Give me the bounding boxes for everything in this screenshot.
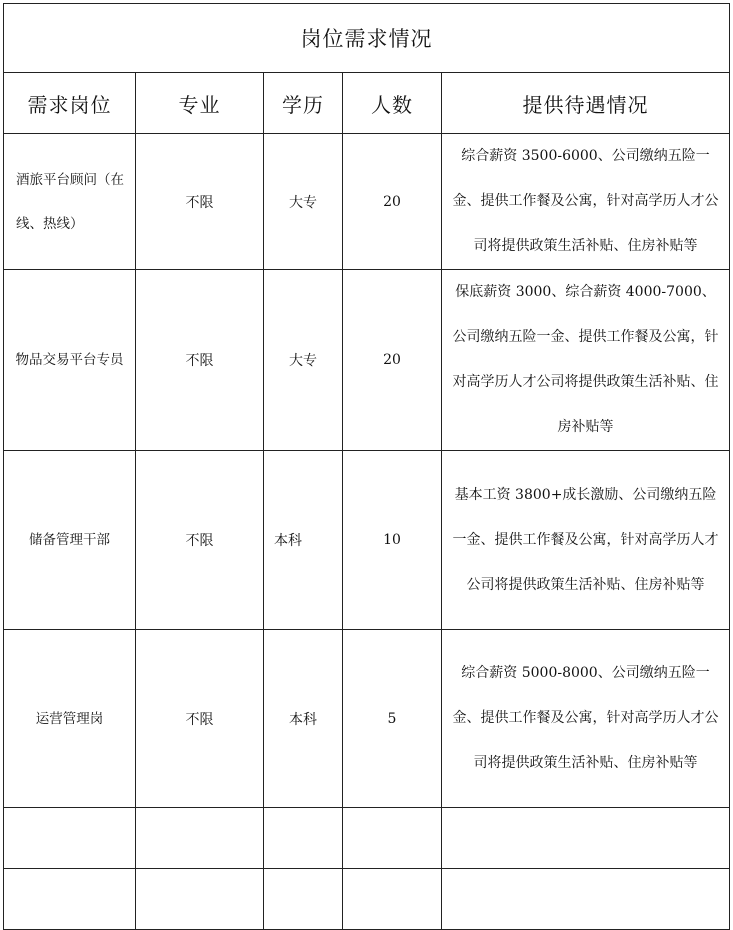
empty-cell xyxy=(4,808,136,869)
header-major: 专业 xyxy=(136,73,264,134)
empty-cell xyxy=(264,869,343,930)
empty-row xyxy=(4,869,730,930)
empty-cell xyxy=(136,808,264,869)
empty-cell xyxy=(136,869,264,930)
empty-cell xyxy=(442,808,730,869)
count-cell: 5 xyxy=(343,630,442,808)
header-position: 需求岗位 xyxy=(4,73,136,134)
major-cell: 不限 xyxy=(136,270,264,451)
education-cell: 大专 xyxy=(264,270,343,451)
table-title: 岗位需求情况 xyxy=(4,4,730,73)
empty-cell xyxy=(343,869,442,930)
header-education: 学历 xyxy=(264,73,343,134)
table-row xyxy=(4,270,730,451)
header-count: 人数 xyxy=(343,73,442,134)
empty-cell xyxy=(442,869,730,930)
benefits-cell: 综合薪资 3500-6000、公司缴纳五险一金、提供工作餐及公寓，针对高学历人才公司将提供政策生活补贴、住房补贴等 xyxy=(442,134,730,270)
position-cell: 运营管理岗 xyxy=(4,630,136,808)
count-cell: 20 xyxy=(343,134,442,270)
empty-cell xyxy=(343,808,442,869)
table-row xyxy=(4,134,730,270)
education-cell: 本科 xyxy=(264,451,343,630)
position-cell: 物品交易平台专员 xyxy=(4,270,136,451)
empty-cell xyxy=(4,869,136,930)
empty-cell xyxy=(264,808,343,869)
benefits-cell: 综合薪资 5000-8000、公司缴纳五险一金、提供工作餐及公寓，针对高学历人才公司将提供政策生活补贴、住房补贴等 xyxy=(442,630,730,808)
benefits-cell: 保底薪资 3000、综合薪资 4000-7000、公司缴纳五险一金、提供工作餐及公寓，针对高学历人才公司将提供政策生活补贴、住房补贴等 xyxy=(442,270,730,451)
count-cell: 10 xyxy=(343,451,442,630)
table-row xyxy=(4,630,730,808)
education-cell: 大专 xyxy=(264,134,343,270)
job-requirements-table xyxy=(3,3,730,930)
education-cell: 本科 xyxy=(264,630,343,808)
benefits-cell: 基本工资 3800+成长激励、公司缴纳五险一金、提供工作餐及公寓，针对高学历人才公司将提供政策生活补贴、住房补贴等 xyxy=(442,451,730,630)
position-cell: 储备管理干部 xyxy=(4,451,136,630)
empty-row xyxy=(4,808,730,869)
position-cell: 酒旅平台顾问（在线、热线） xyxy=(4,134,136,270)
major-cell: 不限 xyxy=(136,134,264,270)
major-cell: 不限 xyxy=(136,451,264,630)
table-row xyxy=(4,451,730,630)
header-row xyxy=(4,73,730,134)
count-cell: 20 xyxy=(343,270,442,451)
major-cell: 不限 xyxy=(136,630,264,808)
header-benefits: 提供待遇情况 xyxy=(442,73,730,134)
